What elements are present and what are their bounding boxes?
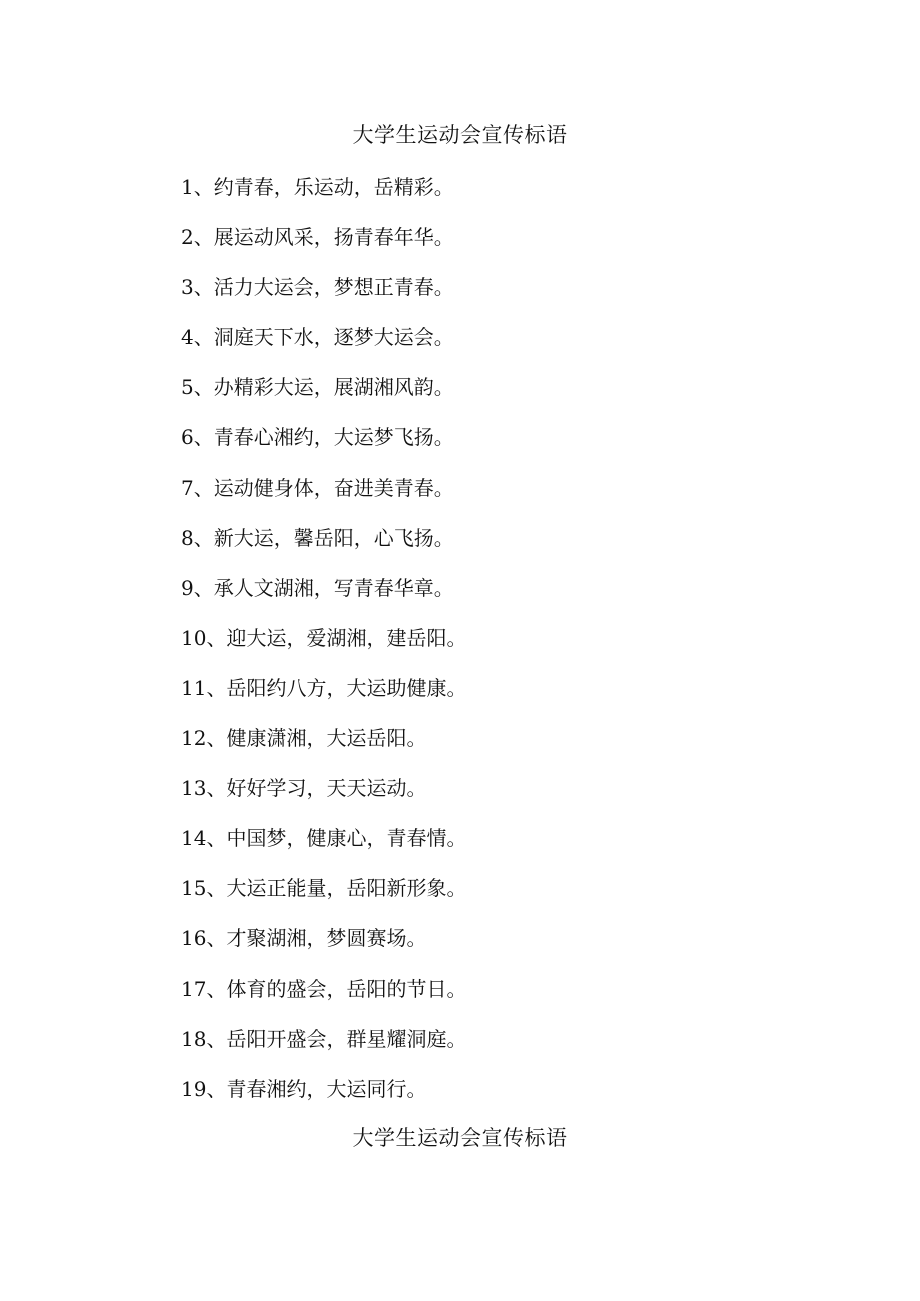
slogan-item: 6、青春心湘约，大运梦飞扬。 <box>181 425 454 450</box>
slogan-item: 5、办精彩大运，展湖湘风韵。 <box>181 375 454 400</box>
slogan-item: 2、展运动风采，扬青春年华。 <box>181 225 454 250</box>
slogan-item: 17、体育的盛会，岳阳的节日。 <box>181 976 467 1001</box>
slogan-item: 16、才聚湖湘，梦圆赛场。 <box>181 926 427 951</box>
slogan-item: 14、中国梦，健康心，青春情。 <box>181 826 467 851</box>
slogan-item: 15、大运正能量，岳阳新形象。 <box>181 876 467 901</box>
slogan-list <box>181 170 466 1122</box>
slogan-item: 11、岳阳约八方，大运助健康。 <box>181 675 467 700</box>
slogan-item: 19、青春湘约，大运同行。 <box>181 1076 427 1101</box>
repeated-page-title: 大学生运动会宣传标语 <box>352 1126 568 1150</box>
slogan-item: 8、新大运，馨岳阳，心飞扬。 <box>181 525 454 550</box>
slogan-item: 10、迎大运，爱湖湘，建岳阳。 <box>181 625 467 650</box>
slogan-item: 4、洞庭天下水，逐梦大运会。 <box>181 325 454 350</box>
slogan-item: 7、运动健身体，奋进美青春。 <box>181 475 454 500</box>
slogan-item: 1、约青春，乐运动，岳精彩。 <box>181 175 454 199</box>
slogan-item: 3、活力大运会，梦想正青春。 <box>181 275 454 300</box>
slogan-item: 18、岳阳开盛会，群星耀洞庭。 <box>181 1026 467 1051</box>
slogan-item: 13、好好学习，天天运动。 <box>181 776 427 801</box>
page-title: 大学生运动会宣传标语 <box>352 123 568 147</box>
slogan-item: 9、承人文湖湘，写青春华章。 <box>181 575 454 600</box>
slogan-item: 12、健康潇湘，大运岳阳。 <box>181 726 427 751</box>
